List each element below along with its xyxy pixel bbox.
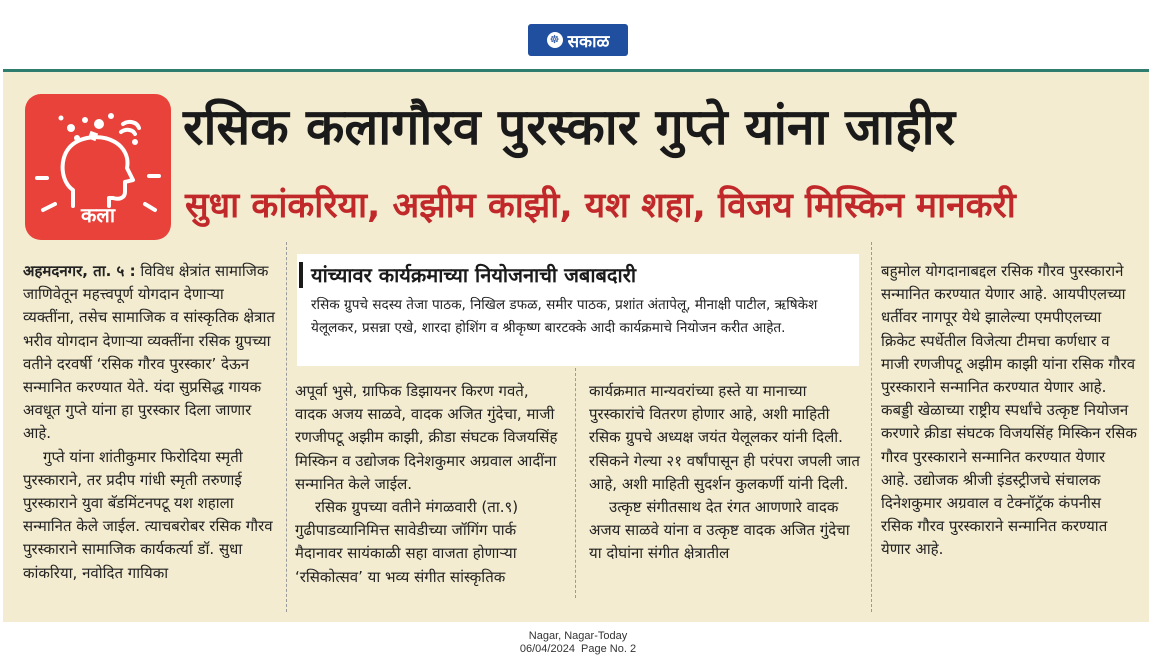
column-divider [575,368,576,598]
logo-label: कला [80,203,116,227]
headline: रसिक कलागौरव पुरस्कार गुप्ते यांना जाहीर [183,98,956,156]
date-page-label: 06/04/2024 Page No. 2 [519,643,637,655]
paragraph: रसिक ग्रुपच्या वतीने मंगळवारी (ता.९) गुढीपाडव्यानिमित्त सावेडीच्या जॉगिंग पार्क मैदानावर सायंकाळी सहा वाजता होणाऱ्या ‘रसिकोत्सव’ या भव्य संगीत सांस्कृतिक [295,498,519,586]
column-divider [286,242,287,612]
paragraph-text: विविध क्षेत्रांत सामाजिक जाणिवेतून महत्त्वपूर्ण योगदान देणाऱ्या व्यक्तींना, तसेच सामाजिक व सांस्कृतिक क्षेत्रात भरीव योगदान देणाऱ्या व्यक्तींना रसिक ग्रुपच्या वतीने दरवर्षी ‘रसिक गौरव पुरस्कार’ देऊन सन्मानित करण्यात येते. यंदा सुप्रसिद्ध गायक अवधूत गुप्ते यांना हा पुरस्कार दिला जाणार आहे. [23,262,275,443]
organizers-box [297,254,859,366]
news-clipping [3,72,1149,622]
kala-section-logo [25,94,171,240]
box-body: रसिक ग्रुपचे सदस्य तेजा पाठक, निखिल डफळ, समीर पाठक, प्रशांत अंतापेलू, मीनाक्षी पाटील, ऋषिकेश येलूलकर, प्रसन्ना एखे, शारदा होशिंग व श्रीकृष्ण बारटक्के आदी कार्यक्रमाचे नियोजन करीत आहेत. [311,297,818,336]
paragraph [23,260,275,446]
subheadline: सुधा कांकरिया, अझीम काझी, यश शहा, विजय मिस्किन मानकरी [185,186,1016,226]
box-title: यांच्यावर कार्यक्रमाच्या नियोजनाची जबाबदारी [311,263,637,287]
paragraph: उत्कृष्ट संगीतसाथ देत रंगत आणणारे वादक अजय साळवे यांना व उत्कृष्ट वादक अजित गुंदेचा या दोघांना संगीत क्षेत्रातील [589,498,850,563]
paragraph: कार्यक्रमात मान्यवरांच्या हस्ते या मानाच्या पुरस्कारांचे वितरण होणार आहे, अशी माहिती रसिक ग्रुपचे अध्यक्ष जयंत येलूलकर यांनी दिली. रसिकने गेल्या २१ वर्षांपासून ही परंपरा जपली जात आहे, अशी माहिती सुदर्शन कुलकर्णी यांनी दिली. [589,382,860,493]
box-title-marker [299,262,303,288]
edition-label: Nagar, Nagar-Today [528,630,628,642]
paragraph: बहुमोल योगदानाबद्दल रसिक गौरव पुरस्काराने सन्मानित करण्यात येणार आहे. आयपीएलच्या धर्तीवर नागपूर येथे झालेल्या एमपीएलच्या क्रिकेट स्पर्धेतील विजेत्या टीमचा कर्णधार व माजी रणजीपटू अझीम काझी यांना रसिक गौरव पुरस्काराने सन्मानित करण्यात येणार आहे. कबड्डी खेळाच्या राष्ट्रीय स्पर्धांचे उत्कृष्ट नियोजन करणारे क्रीडा संघटक विजयसिंह मिस्किन रसिक गौरव पुरस्काराने सन्मानित करण्यात येणार आहे. उद्योजक श्रीजी इंडस्ट्रीजचे संचालक दिनेशकुमार अग्रवाल व टेक्नॉट्रॅक कंपनीस रसिक गौरव पुरस्काराने सन्मानित करण्यात येणार आहे. [881,262,1137,559]
sakal-emblem-icon: ☸ [547,32,563,48]
article-column-1 [23,260,275,585]
article-column-4 [881,260,1137,562]
masthead-logo [528,24,628,56]
article-column-3 [589,380,861,566]
dateline: अहमदनगर, ता. ५ : [23,262,136,280]
masthead-name: सकाळ [567,31,610,52]
clipping-footer [0,630,1156,656]
column-divider [871,242,872,612]
article-column-2 [295,380,563,589]
paragraph: अपूर्वा भुसे, ग्राफिक डिझायनर किरण गवते, वादक अजय साळवे, वादक अजित गुंदेचा, माजी रणजीपटू अझीम काझी, क्रीडा संघटक विजयसिंह मिस्किन व उद्योजक दिनेशकुमार अग्रवाल आदींना सन्मानित केले जाईल. [295,382,558,493]
paragraph: गुप्ते यांना शांतीकुमार फिरोदिया स्मृती पुरस्काराने, तर प्रदीप गांधी स्मृती तरुणाई पुरस्काराने युवा बॅडमिंटनपटू यश शहाला सन्मानित केले जाईल. त्याचबरोबर रसिक गौरव पुरस्काराने सामाजिक कार्यकर्त्या डॉ. सुधा कांकरिया, नवोदित गायिका [23,447,273,582]
